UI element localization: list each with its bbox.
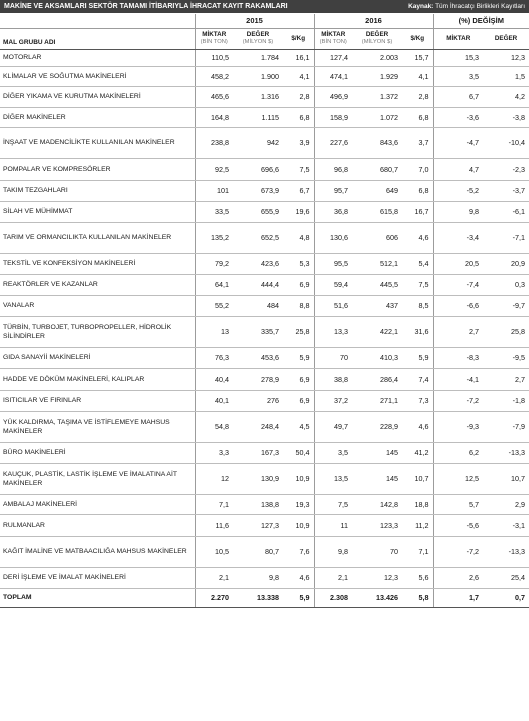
quantity-change-cell: 6,7 [433, 86, 483, 107]
value-2016-cell: 1.372 [352, 86, 402, 107]
unit-price-2016-cell: 7,0 [402, 158, 433, 180]
group-name-cell: AMBALAJ MAKİNELERİ [0, 494, 195, 514]
year-2016-header: 2016 [314, 14, 433, 28]
value-2015-cell: 1.316 [233, 86, 283, 107]
unit-price-2016-cell: 5,6 [402, 567, 433, 588]
unit-price-2015-header: $/Kg [283, 28, 314, 49]
group-name-cell: SİLAH VE MÜHİMMAT [0, 201, 195, 222]
unit-price-2015-cell: 7,5 [283, 158, 314, 180]
group-name-cell: KAUÇUK, PLASTİK, LASTİK İŞLEME VE İMALATINA AİT MAKİNELER [0, 463, 195, 494]
group-name-cell: TARIM VE ORMANCILIKTA KULLANILAN MAKİNELER [0, 222, 195, 253]
quantity-2016-cell: 11 [314, 514, 352, 536]
quantity-2016-cell: 7,5 [314, 494, 352, 514]
table-row [0, 514, 529, 536]
unit-price-2015-cell: 4,6 [283, 567, 314, 588]
unit-price-2016-cell: 11,2 [402, 514, 433, 536]
value-2015-cell: 167,3 [233, 442, 283, 463]
table-row [0, 253, 529, 274]
unit-price-2015-cell: 10,9 [283, 463, 314, 494]
value-2015-cell: 127,3 [233, 514, 283, 536]
table-row [0, 66, 529, 86]
table-row [0, 411, 529, 442]
value-2015-cell: 423,6 [233, 253, 283, 274]
table-row [0, 201, 529, 222]
quantity-2015-cell: 238,8 [195, 127, 233, 158]
group-name-cell: POMPALAR VE KOMPRESÖRLER [0, 158, 195, 180]
table-title: MAKİNE VE AKSAMLARI SEKTÖR TAMAMI İTİBARIYLA İHRACAT KAYIT RAKAMLARI [4, 3, 288, 10]
value-2015-cell: 1.115 [233, 107, 283, 127]
quantity-2015-cell: 92,5 [195, 158, 233, 180]
value-change-cell: 25,8 [483, 316, 529, 347]
quantity-2015-cell: 2,1 [195, 567, 233, 588]
value-change-cell: -9,7 [483, 295, 529, 316]
quantity-change-cell: 15,3 [433, 49, 483, 66]
value-change-cell: 0,7 [483, 588, 529, 607]
quantity-unit: (BİN TON) [200, 39, 228, 45]
quantity-change-cell: -7,2 [433, 390, 483, 411]
quantity-2015-cell: 33,5 [195, 201, 233, 222]
unit-price-2016-cell: 41,2 [402, 442, 433, 463]
group-name-cell: ISITICILAR VE FIRINLAR [0, 390, 195, 411]
quantity-2015-cell: 12 [195, 463, 233, 494]
value-change-header: DEĞER [483, 28, 529, 49]
source-label: Kaynak: [408, 3, 434, 10]
quantity-label: MİKTAR [202, 31, 227, 38]
table-row [0, 494, 529, 514]
value-2016-cell: 142,8 [352, 494, 402, 514]
group-name-cell: MOTORLAR [0, 49, 195, 66]
table-row [0, 222, 529, 253]
unit-price-2016-cell: 16,7 [402, 201, 433, 222]
value-2015-cell: 278,9 [233, 368, 283, 390]
value-2016-cell: 286,4 [352, 368, 402, 390]
quantity-2016-cell: 496,9 [314, 86, 352, 107]
unit-price-2015-cell: 19,3 [283, 494, 314, 514]
quantity-change-cell: 4,7 [433, 158, 483, 180]
table-row [0, 463, 529, 494]
table-row [0, 127, 529, 158]
source-note [408, 3, 525, 10]
quantity-2016-cell: 37,2 [314, 390, 352, 411]
value-2015-cell: 248,4 [233, 411, 283, 442]
quantity-2016-cell: 95,7 [314, 180, 352, 201]
quantity-2016-cell: 158,9 [314, 107, 352, 127]
value-change-cell: -3,1 [483, 514, 529, 536]
unit-price-2016-cell: 5,9 [402, 347, 433, 368]
unit-price-2015-cell: 6,9 [283, 368, 314, 390]
value-change-cell: -9,5 [483, 347, 529, 368]
unit-price-2016-cell: 4,1 [402, 66, 433, 86]
table-row [0, 347, 529, 368]
unit-price-2016-cell: 18,8 [402, 494, 433, 514]
value-2016-cell: 445,5 [352, 274, 402, 295]
quantity-change-cell: 9,8 [433, 201, 483, 222]
group-name-cell: TEKSTİL VE KONFEKSİYON MAKİNELERİ [0, 253, 195, 274]
unit-price-2015-cell: 6,7 [283, 180, 314, 201]
value-change-cell: 10,7 [483, 463, 529, 494]
value-2016-cell: 228,9 [352, 411, 402, 442]
value-change-cell: 20,9 [483, 253, 529, 274]
quantity-2015-cell: 465,6 [195, 86, 233, 107]
quantity-change-cell: 12,5 [433, 463, 483, 494]
unit-price-2016-cell: 4,6 [402, 411, 433, 442]
unit-price-2016-cell: 6,8 [402, 180, 433, 201]
value-2016-cell: 271,1 [352, 390, 402, 411]
table-row [0, 107, 529, 127]
unit-price-2015-cell: 25,8 [283, 316, 314, 347]
value-2015-cell: 276 [233, 390, 283, 411]
value-2016-cell: 437 [352, 295, 402, 316]
quantity-2016-cell: 13,3 [314, 316, 352, 347]
year-header-row [0, 14, 529, 28]
table-row [0, 442, 529, 463]
unit-price-2015-cell: 2,8 [283, 86, 314, 107]
unit-price-2015-cell: 10,9 [283, 514, 314, 536]
source-text: Tüm İhracatçı Birlikleri Kayıtları [435, 3, 525, 10]
table-row [0, 158, 529, 180]
group-name-cell: TAKIM TEZGAHLARI [0, 180, 195, 201]
quantity-2015-cell: 55,2 [195, 295, 233, 316]
group-name-cell: RULMANLAR [0, 514, 195, 536]
quantity-2015-cell: 79,2 [195, 253, 233, 274]
unit-price-2015-cell: 4,8 [283, 222, 314, 253]
quantity-change-cell: 5,7 [433, 494, 483, 514]
group-name-cell: KAĞIT İMALİNE VE MATBAACILIĞA MAHSUS MAKİNELER [0, 536, 195, 567]
value-2016-cell: 1.929 [352, 66, 402, 86]
unit-price-2015-cell: 3,9 [283, 127, 314, 158]
quantity-change-cell: -9,3 [433, 411, 483, 442]
quantity-2016-cell: 2.308 [314, 588, 352, 607]
quantity-2016-cell: 9,8 [314, 536, 352, 567]
value-change-cell: 12,3 [483, 49, 529, 66]
quantity-2015-cell: 101 [195, 180, 233, 201]
value-change-cell: 2,9 [483, 494, 529, 514]
value-2016-header [352, 28, 402, 49]
group-name-cell: DİĞER YIKAMA VE KURUTMA MAKİNELERİ [0, 86, 195, 107]
unit-price-2015-cell: 16,1 [283, 49, 314, 66]
quantity-change-cell: 6,2 [433, 442, 483, 463]
unit-price-2015-cell: 6,9 [283, 390, 314, 411]
quantity-2015-header [195, 28, 233, 49]
quantity-2016-cell: 13,5 [314, 463, 352, 494]
quantity-2016-cell: 70 [314, 347, 352, 368]
unit-price-2015-cell: 50,4 [283, 442, 314, 463]
value-change-cell: -13,3 [483, 442, 529, 463]
value-change-cell: -3,7 [483, 180, 529, 201]
quantity-2015-cell: 76,3 [195, 347, 233, 368]
group-name-cell: BÜRO MAKİNELERİ [0, 442, 195, 463]
quantity-2016-cell: 38,8 [314, 368, 352, 390]
year-2015-header: 2015 [195, 14, 314, 28]
value-2015-cell: 652,5 [233, 222, 283, 253]
unit-price-2015-cell: 19,6 [283, 201, 314, 222]
value-2015-cell: 130,9 [233, 463, 283, 494]
quantity-change-cell: -7,4 [433, 274, 483, 295]
unit-price-2016-cell: 4,6 [402, 222, 433, 253]
value-2015-cell: 696,6 [233, 158, 283, 180]
quantity-2016-cell: 59,4 [314, 274, 352, 295]
value-2015-cell: 80,7 [233, 536, 283, 567]
unit-price-2016-cell: 3,7 [402, 127, 433, 158]
unit-price-2016-cell: 15,7 [402, 49, 433, 66]
value-change-cell: 4,2 [483, 86, 529, 107]
value-2015-cell: 484 [233, 295, 283, 316]
table-row [0, 368, 529, 390]
value-2015-cell: 453,6 [233, 347, 283, 368]
value-change-cell: -2,3 [483, 158, 529, 180]
group-name-cell: GIDA SANAYİİ MAKİNELERİ [0, 347, 195, 368]
value-2016-cell: 512,1 [352, 253, 402, 274]
quantity-2016-cell: 2,1 [314, 567, 352, 588]
value-2015-cell: 9,8 [233, 567, 283, 588]
value-2015-cell: 444,4 [233, 274, 283, 295]
value-change-cell: -6,1 [483, 201, 529, 222]
unit-price-2015-cell: 7,6 [283, 536, 314, 567]
value-2015-cell: 138,8 [233, 494, 283, 514]
group-name-header: MAL GRUBU ADI [0, 28, 195, 49]
quantity-2015-cell: 110,5 [195, 49, 233, 66]
value-2015-cell: 655,9 [233, 201, 283, 222]
value-change-cell: -7,1 [483, 222, 529, 253]
value-2015-cell: 942 [233, 127, 283, 158]
quantity-2015-cell: 3,3 [195, 442, 233, 463]
quantity-unit: (BİN TON) [319, 39, 347, 45]
value-2016-cell: 606 [352, 222, 402, 253]
table-title-bar [0, 0, 529, 13]
unit-price-2016-cell: 7,1 [402, 536, 433, 567]
unit-price-2015-cell: 5,3 [283, 253, 314, 274]
quantity-label: MİKTAR [321, 31, 346, 38]
group-name-cell: YÜK KALDIRMA, TAŞIMA VE İSTİFLEMEYE MAHSUS MAKİNELER [0, 411, 195, 442]
value-2016-cell: 1.072 [352, 107, 402, 127]
group-name-cell: HADDE VE DÖKÜM MAKİNELERİ, KALIPLAR [0, 368, 195, 390]
table-row [0, 86, 529, 107]
quantity-change-cell: 3,5 [433, 66, 483, 86]
value-2016-cell: 145 [352, 463, 402, 494]
unit-price-2016-cell: 10,7 [402, 463, 433, 494]
unit-price-2015-cell: 5,9 [283, 588, 314, 607]
unit-price-2015-cell: 6,9 [283, 274, 314, 295]
value-2016-cell: 843,6 [352, 127, 402, 158]
table-row [0, 567, 529, 588]
value-2016-cell: 680,7 [352, 158, 402, 180]
table-row [0, 49, 529, 66]
unit-price-2016-cell: 7,4 [402, 368, 433, 390]
table-body [0, 49, 529, 607]
value-2016-cell: 12,3 [352, 567, 402, 588]
quantity-2016-cell: 95,5 [314, 253, 352, 274]
unit-price-2016-cell: 5,4 [402, 253, 433, 274]
group-name-cell: TOPLAM [0, 588, 195, 607]
unit-price-2015-cell: 4,1 [283, 66, 314, 86]
value-change-cell: 2,7 [483, 368, 529, 390]
unit-price-2016-cell: 5,8 [402, 588, 433, 607]
quantity-2015-cell: 11,6 [195, 514, 233, 536]
unit-price-2016-cell: 6,8 [402, 107, 433, 127]
quantity-change-cell: 2,6 [433, 567, 483, 588]
unit-price-2016-cell: 7,3 [402, 390, 433, 411]
value-label: DEĞER [246, 31, 270, 38]
value-2016-cell: 70 [352, 536, 402, 567]
quantity-2016-header [314, 28, 352, 49]
quantity-2016-cell: 36,8 [314, 201, 352, 222]
group-name-cell: REAKTÖRLER VE KAZANLAR [0, 274, 195, 295]
value-2015-cell: 13.338 [233, 588, 283, 607]
unit-price-2015-cell: 5,9 [283, 347, 314, 368]
quantity-2016-cell: 96,8 [314, 158, 352, 180]
value-2016-cell: 615,8 [352, 201, 402, 222]
quantity-change-cell: -4,7 [433, 127, 483, 158]
group-name-cell: DİĞER MAKİNELER [0, 107, 195, 127]
value-2015-cell: 335,7 [233, 316, 283, 347]
quantity-2015-cell: 54,8 [195, 411, 233, 442]
unit-price-2015-cell: 4,5 [283, 411, 314, 442]
quantity-2015-cell: 64,1 [195, 274, 233, 295]
value-2015-cell: 1.784 [233, 49, 283, 66]
value-change-cell: -7,9 [483, 411, 529, 442]
column-header-row [0, 28, 529, 49]
unit-price-2016-cell: 8,5 [402, 295, 433, 316]
quantity-change-header: MİKTAR [433, 28, 483, 49]
unit-price-2016-cell: 7,5 [402, 274, 433, 295]
quantity-2016-cell: 49,7 [314, 411, 352, 442]
quantity-change-cell: -3,4 [433, 222, 483, 253]
table-row [0, 180, 529, 201]
quantity-2016-cell: 127,4 [314, 49, 352, 66]
quantity-change-cell: 1,7 [433, 588, 483, 607]
value-change-cell: 25,4 [483, 567, 529, 588]
unit-price-2015-cell: 6,8 [283, 107, 314, 127]
quantity-2015-cell: 40,1 [195, 390, 233, 411]
quantity-2015-cell: 164,8 [195, 107, 233, 127]
value-2015-cell: 673,9 [233, 180, 283, 201]
quantity-change-cell: 20,5 [433, 253, 483, 274]
value-2016-cell: 13.426 [352, 588, 402, 607]
quantity-2015-cell: 458,2 [195, 66, 233, 86]
export-data-table [0, 14, 529, 608]
quantity-2016-cell: 227,6 [314, 127, 352, 158]
quantity-change-cell: -3,6 [433, 107, 483, 127]
value-2016-cell: 145 [352, 442, 402, 463]
quantity-2016-cell: 130,6 [314, 222, 352, 253]
total-row [0, 588, 529, 607]
value-2016-cell: 410,3 [352, 347, 402, 368]
change-header: (%) DEĞİŞİM [433, 14, 529, 28]
value-change-cell: -1,8 [483, 390, 529, 411]
group-name-cell: İNŞAAT VE MADENCİLİKTE KULLANILAN MAKİNELER [0, 127, 195, 158]
value-change-cell: 1,5 [483, 66, 529, 86]
unit-price-2016-cell: 2,8 [402, 86, 433, 107]
unit-price-2016-header: $/Kg [402, 28, 433, 49]
table-row [0, 536, 529, 567]
unit-price-2016-cell: 31,6 [402, 316, 433, 347]
quantity-2016-cell: 51,6 [314, 295, 352, 316]
quantity-2015-cell: 7,1 [195, 494, 233, 514]
quantity-2015-cell: 40,4 [195, 368, 233, 390]
value-change-cell: -3,8 [483, 107, 529, 127]
value-2016-cell: 123,3 [352, 514, 402, 536]
quantity-change-cell: -6,6 [433, 295, 483, 316]
quantity-2015-cell: 2.270 [195, 588, 233, 607]
group-name-cell: KLİMALAR VE SOĞUTMA MAKİNELERİ [0, 66, 195, 86]
quantity-2015-cell: 10,5 [195, 536, 233, 567]
quantity-change-cell: -8,3 [433, 347, 483, 368]
value-unit: (MİLYON $) [361, 39, 393, 45]
quantity-change-cell: -7,2 [433, 536, 483, 567]
group-name-cell: TÜRBİN, TURBOJET, TURBOPROPELLER, HİDROLİK SİLİNDİRLER [0, 316, 195, 347]
group-name-cell: VANALAR [0, 295, 195, 316]
value-change-cell: 0,3 [483, 274, 529, 295]
value-change-cell: -13,3 [483, 536, 529, 567]
quantity-2015-cell: 135,2 [195, 222, 233, 253]
quantity-change-cell: -4,1 [433, 368, 483, 390]
quantity-2016-cell: 474,1 [314, 66, 352, 86]
value-2016-cell: 649 [352, 180, 402, 201]
header-blank [0, 14, 195, 28]
value-change-cell: -10,4 [483, 127, 529, 158]
value-2015-cell: 1.900 [233, 66, 283, 86]
value-2016-cell: 422,1 [352, 316, 402, 347]
table-row [0, 316, 529, 347]
value-unit: (MİLYON $) [242, 39, 274, 45]
quantity-2016-cell: 3,5 [314, 442, 352, 463]
unit-price-2015-cell: 8,8 [283, 295, 314, 316]
value-2016-cell: 2.003 [352, 49, 402, 66]
group-name-cell: DERİ İŞLEME VE İMALAT MAKİNELERİ [0, 567, 195, 588]
table-row [0, 295, 529, 316]
value-label: DEĞER [365, 31, 389, 38]
quantity-change-cell: 2,7 [433, 316, 483, 347]
table-row [0, 274, 529, 295]
quantity-change-cell: -5,6 [433, 514, 483, 536]
quantity-2015-cell: 13 [195, 316, 233, 347]
value-2015-header [233, 28, 283, 49]
table-row [0, 390, 529, 411]
quantity-change-cell: -5,2 [433, 180, 483, 201]
